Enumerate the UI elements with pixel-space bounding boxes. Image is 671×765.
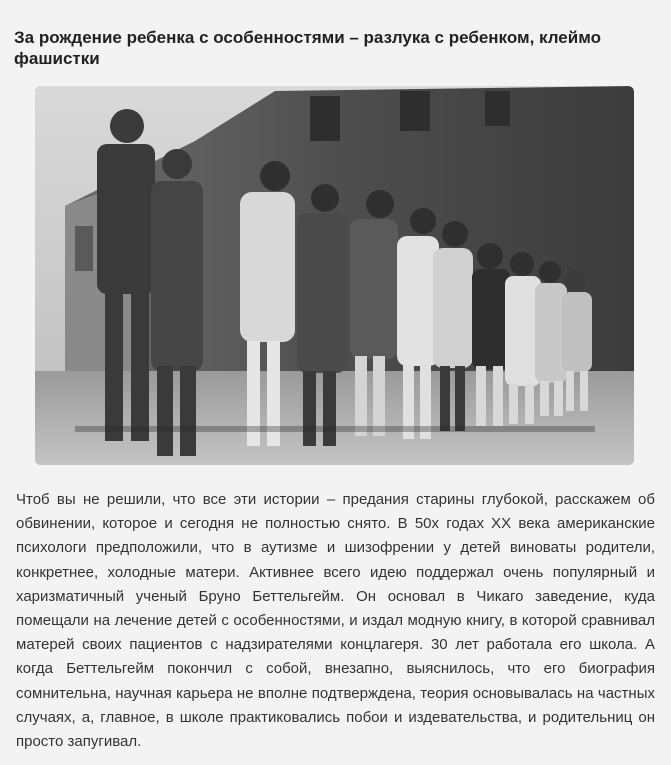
article-photo bbox=[35, 86, 634, 465]
article-paragraph: Чтоб вы не решили, что все эти истории – предания старины глубокой, расскажем об обвинении, которое и сегодня не полностью снято. В 50х годах XX века американские психологи предположили, что в аутизме и шизофрении у детей виноваты родители, конкретнее, холодные матери. Активнее всего идею поддержал очень популярный и харизматичный ученый Бруно Беттельгейм. Он основал в Чикаго заведение, куда помещали на лечение детей с особенностями, и издал модную книгу, в которой сравнивал матерей своих пациентов с надзирателями концлагеря. 30 лет работала его школа. А когда Беттельгейм покончил с собой, внезапно, выяснилось, что его биография сомнительна, научная карьера не вполне подтверждена, теория основывалась на частных случаях, а, главное, в школе практиковались побои и издевательства, и родительниц он просто запугивал. bbox=[16, 491, 655, 751]
article-headline: За рождение ребенка с особенностями – разлука с ребенком, клеймо фашистки bbox=[14, 28, 601, 68]
photo-illustration bbox=[35, 86, 634, 465]
